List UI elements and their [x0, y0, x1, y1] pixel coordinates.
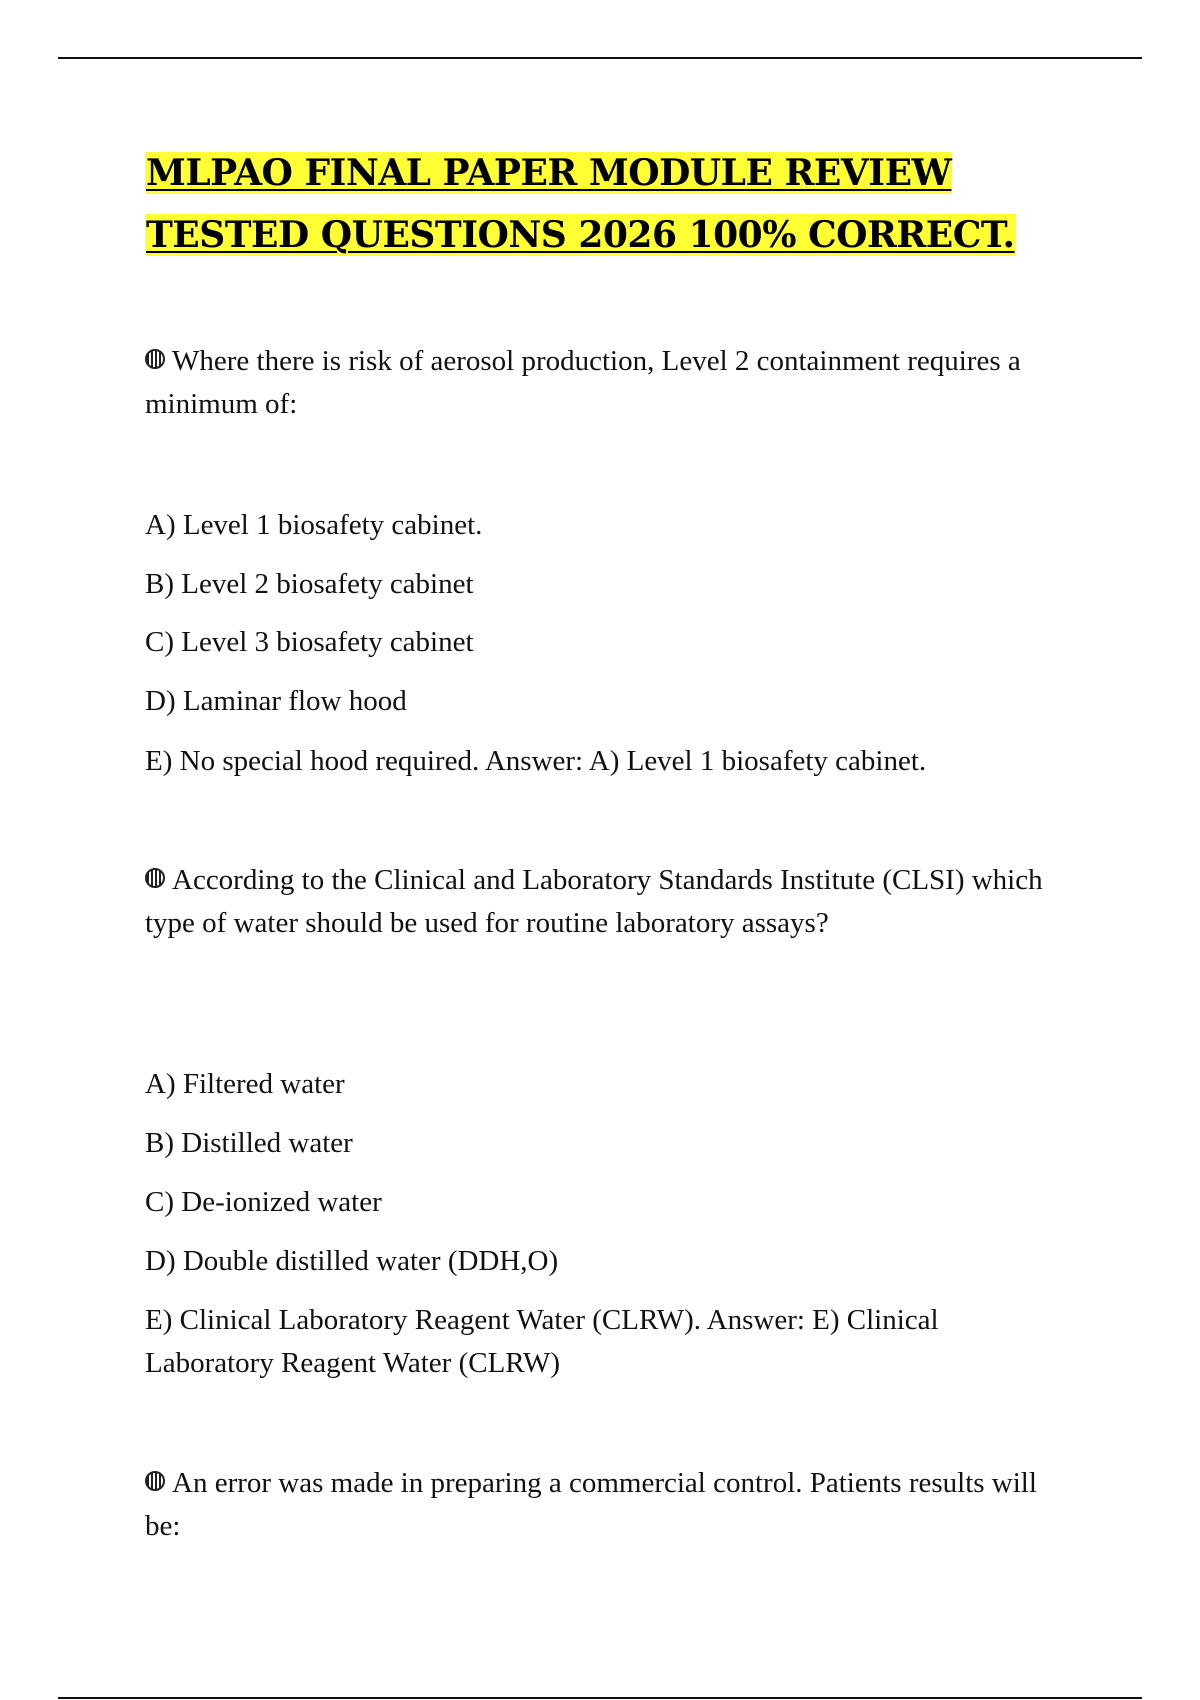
title-line-1: MLPAO FINAL PAPER MODULE REVIEW	[146, 152, 952, 194]
bullet-icon	[145, 868, 165, 888]
question-3	[145, 1462, 1045, 1548]
question-2-option-a: A) Filtered water	[145, 1068, 345, 1100]
bottom-rule	[58, 1697, 1142, 1699]
question-1	[145, 340, 1045, 426]
bullet-icon	[145, 1471, 165, 1491]
question-1-option-d: D) Laminar flow hood	[145, 685, 407, 717]
question-1-text: Where there is risk of aerosol production, Level 2 containment requires a minimum of:	[145, 345, 1021, 420]
question-1-option-c: C) Level 3 biosafety cabinet	[145, 626, 474, 658]
question-2-option-c: C) De-ionized water	[145, 1186, 382, 1218]
question-2-option-b: B) Distilled water	[145, 1127, 353, 1159]
question-1-option-a: A) Level 1 biosafety cabinet.	[145, 509, 483, 541]
question-2-option-d: D) Double distilled water (DDH,O)	[145, 1245, 559, 1277]
question-3-text: An error was made in preparing a commercial control. Patients results will be:	[145, 1467, 1037, 1542]
question-1-option-e-answer: E) No special hood required. Answer: A) Level 1 biosafety cabinet.	[145, 745, 927, 777]
question-1-option-b: B) Level 2 biosafety cabinet	[145, 568, 474, 600]
title-line-2: TESTED QUESTIONS 2026 100% CORRECT.	[146, 214, 1015, 256]
top-rule	[58, 57, 1142, 59]
bullet-icon	[145, 349, 165, 369]
question-2-text: According to the Clinical and Laboratory Standards Institute (CLSI) which type of water should be used for routine laboratory assays?	[145, 864, 1043, 939]
question-2	[145, 859, 1045, 945]
question-2-option-e-answer: E) Clinical Laboratory Reagent Water (CLRW). Answer: E) Clinical Laboratory Reagent Water (CLRW)	[145, 1304, 939, 1379]
document-title	[145, 142, 1065, 266]
